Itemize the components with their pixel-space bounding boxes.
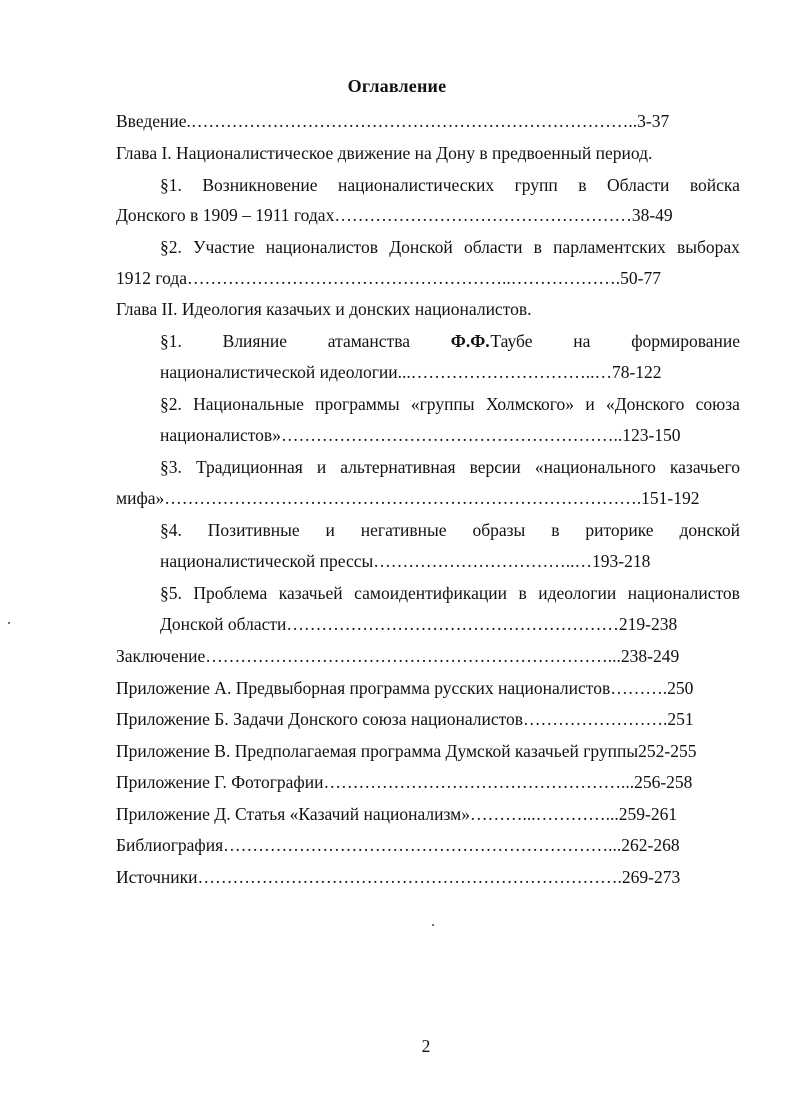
toc-word: Позитивные bbox=[207, 520, 300, 540]
toc-word: риторике bbox=[585, 520, 654, 540]
toc-word: казачьего bbox=[669, 457, 740, 477]
toc-word: образы bbox=[472, 520, 526, 540]
toc-section-1-1 bbox=[160, 174, 740, 196]
scan-speck bbox=[432, 924, 434, 926]
toc-word: в bbox=[518, 583, 527, 603]
toc-entry-appendix-g: Приложение Г. Фотографии……………………………………………...256-258 bbox=[116, 772, 693, 792]
toc-section-2-3-continuation: мифа»……………………………………………………………………….151-192 bbox=[116, 488, 700, 508]
toc-word: альтернативная bbox=[340, 457, 456, 477]
toc-word: групп bbox=[514, 175, 558, 195]
toc-entry-appendix-v: Приложение В. Предполагаемая программа Думской казачьей группы252-255 bbox=[116, 741, 697, 761]
toc-word: «Донского bbox=[605, 394, 685, 414]
toc-entry-bibliography: Библиография…………………………………………………………...262-268 bbox=[116, 835, 680, 855]
toc-word: §1. bbox=[160, 331, 182, 351]
toc-word: Донской bbox=[389, 237, 453, 257]
toc-section-2-3 bbox=[160, 456, 740, 478]
toc-word: §1. bbox=[160, 175, 182, 195]
toc-word: Влияние bbox=[222, 331, 287, 351]
toc-word: и bbox=[585, 394, 595, 414]
toc-word: в bbox=[578, 175, 587, 195]
toc-section-1-1-continuation: Донского в 1909 – 1911 годах……………………………………………38-49 bbox=[116, 205, 673, 225]
toc-entry-appendix-a: Приложение А. Предвыборная программа русских националистов……….250 bbox=[116, 678, 694, 698]
toc-word: Возникновение bbox=[202, 175, 318, 195]
toc-word: казачьей bbox=[278, 583, 343, 603]
toc-word: войска bbox=[689, 175, 740, 195]
toc-word: негативные bbox=[360, 520, 447, 540]
toc-word: атаманства bbox=[327, 331, 411, 351]
toc-chapter-1: Глава I. Националистическое движение на Дону в предвоенный период. bbox=[116, 143, 653, 163]
toc-word: и bbox=[325, 520, 335, 540]
toc-section-2-5 bbox=[160, 582, 740, 604]
toc-word: программы bbox=[315, 394, 400, 414]
toc-word: §3. bbox=[160, 457, 182, 477]
toc-section-1-2 bbox=[160, 236, 740, 258]
toc-section-1-2-continuation: 1912 года………………………………………………..……………….50-77 bbox=[116, 268, 661, 288]
toc-word: Таубе bbox=[490, 331, 533, 351]
toc-word: Участие bbox=[193, 237, 255, 257]
toc-entry-appendix-d: Приложение Д. Статья «Казачий национализм»………...…………...259-261 bbox=[116, 804, 678, 824]
toc-word: Национальные bbox=[193, 394, 304, 414]
page-title: Оглавление bbox=[347, 76, 447, 96]
toc-word: §5. bbox=[160, 583, 182, 603]
toc-section-2-5-continuation: Донской области…………………………………………………219-238 bbox=[160, 614, 678, 634]
toc-word: Области bbox=[607, 175, 670, 195]
toc-word: Традиционная bbox=[195, 457, 303, 477]
toc-word: §4. bbox=[160, 520, 182, 540]
toc-word: националистических bbox=[337, 175, 495, 195]
toc-entry-introduction: Введение.…………………………………………………………………..3-37 bbox=[116, 111, 670, 131]
toc-word: в bbox=[533, 237, 542, 257]
toc-chapter-2: Глава II. Идеология казачьих и донских националистов. bbox=[116, 299, 532, 319]
toc-section-2-2 bbox=[160, 393, 740, 415]
toc-word: Ф.Ф. bbox=[450, 331, 490, 351]
toc-word: идеологии bbox=[538, 583, 617, 603]
toc-word: «группы bbox=[410, 394, 475, 414]
toc-word: в bbox=[551, 520, 560, 540]
toc-word: «национального bbox=[534, 457, 656, 477]
toc-word: выборах bbox=[676, 237, 740, 257]
toc-word: Холмского» bbox=[485, 394, 575, 414]
toc-word: и bbox=[316, 457, 327, 477]
toc-entry-conclusion: Заключение……………………………………………………………...238-249 bbox=[116, 646, 680, 666]
toc-entry-appendix-b: Приложение Б. Задачи Донского союза националистов…………………….251 bbox=[116, 709, 694, 729]
toc-word: §2. bbox=[160, 237, 182, 257]
toc-word: парламентских bbox=[553, 237, 666, 257]
toc-word: Проблема bbox=[193, 583, 268, 603]
toc-section-2-1-continuation: националистической идеологии...…………………………..…78-122 bbox=[160, 362, 662, 382]
toc-section-2-4 bbox=[160, 519, 740, 541]
toc-word: донской bbox=[679, 520, 740, 540]
toc-word: области bbox=[463, 237, 523, 257]
toc-word: националистов bbox=[265, 237, 378, 257]
toc-word: союза bbox=[695, 394, 740, 414]
toc-word: на bbox=[573, 331, 591, 351]
scan-speck bbox=[8, 622, 10, 624]
toc-section-2-2-continuation: националистов»…………………………………………………..123-150 bbox=[160, 425, 681, 445]
toc-word: §2. bbox=[160, 394, 182, 414]
toc-section-2-4-continuation: националистической прессы……………………………..…193-218 bbox=[160, 551, 651, 571]
page-number: 2 bbox=[421, 1036, 431, 1056]
toc-word: националистов bbox=[627, 583, 740, 603]
toc-word: версии bbox=[469, 457, 521, 477]
toc-word: самоидентификации bbox=[354, 583, 507, 603]
toc-word: формирование bbox=[631, 331, 740, 351]
toc-entry-sources: Источники……………………………………………………………….269-273 bbox=[116, 867, 681, 887]
toc-section-2-1 bbox=[160, 330, 740, 352]
